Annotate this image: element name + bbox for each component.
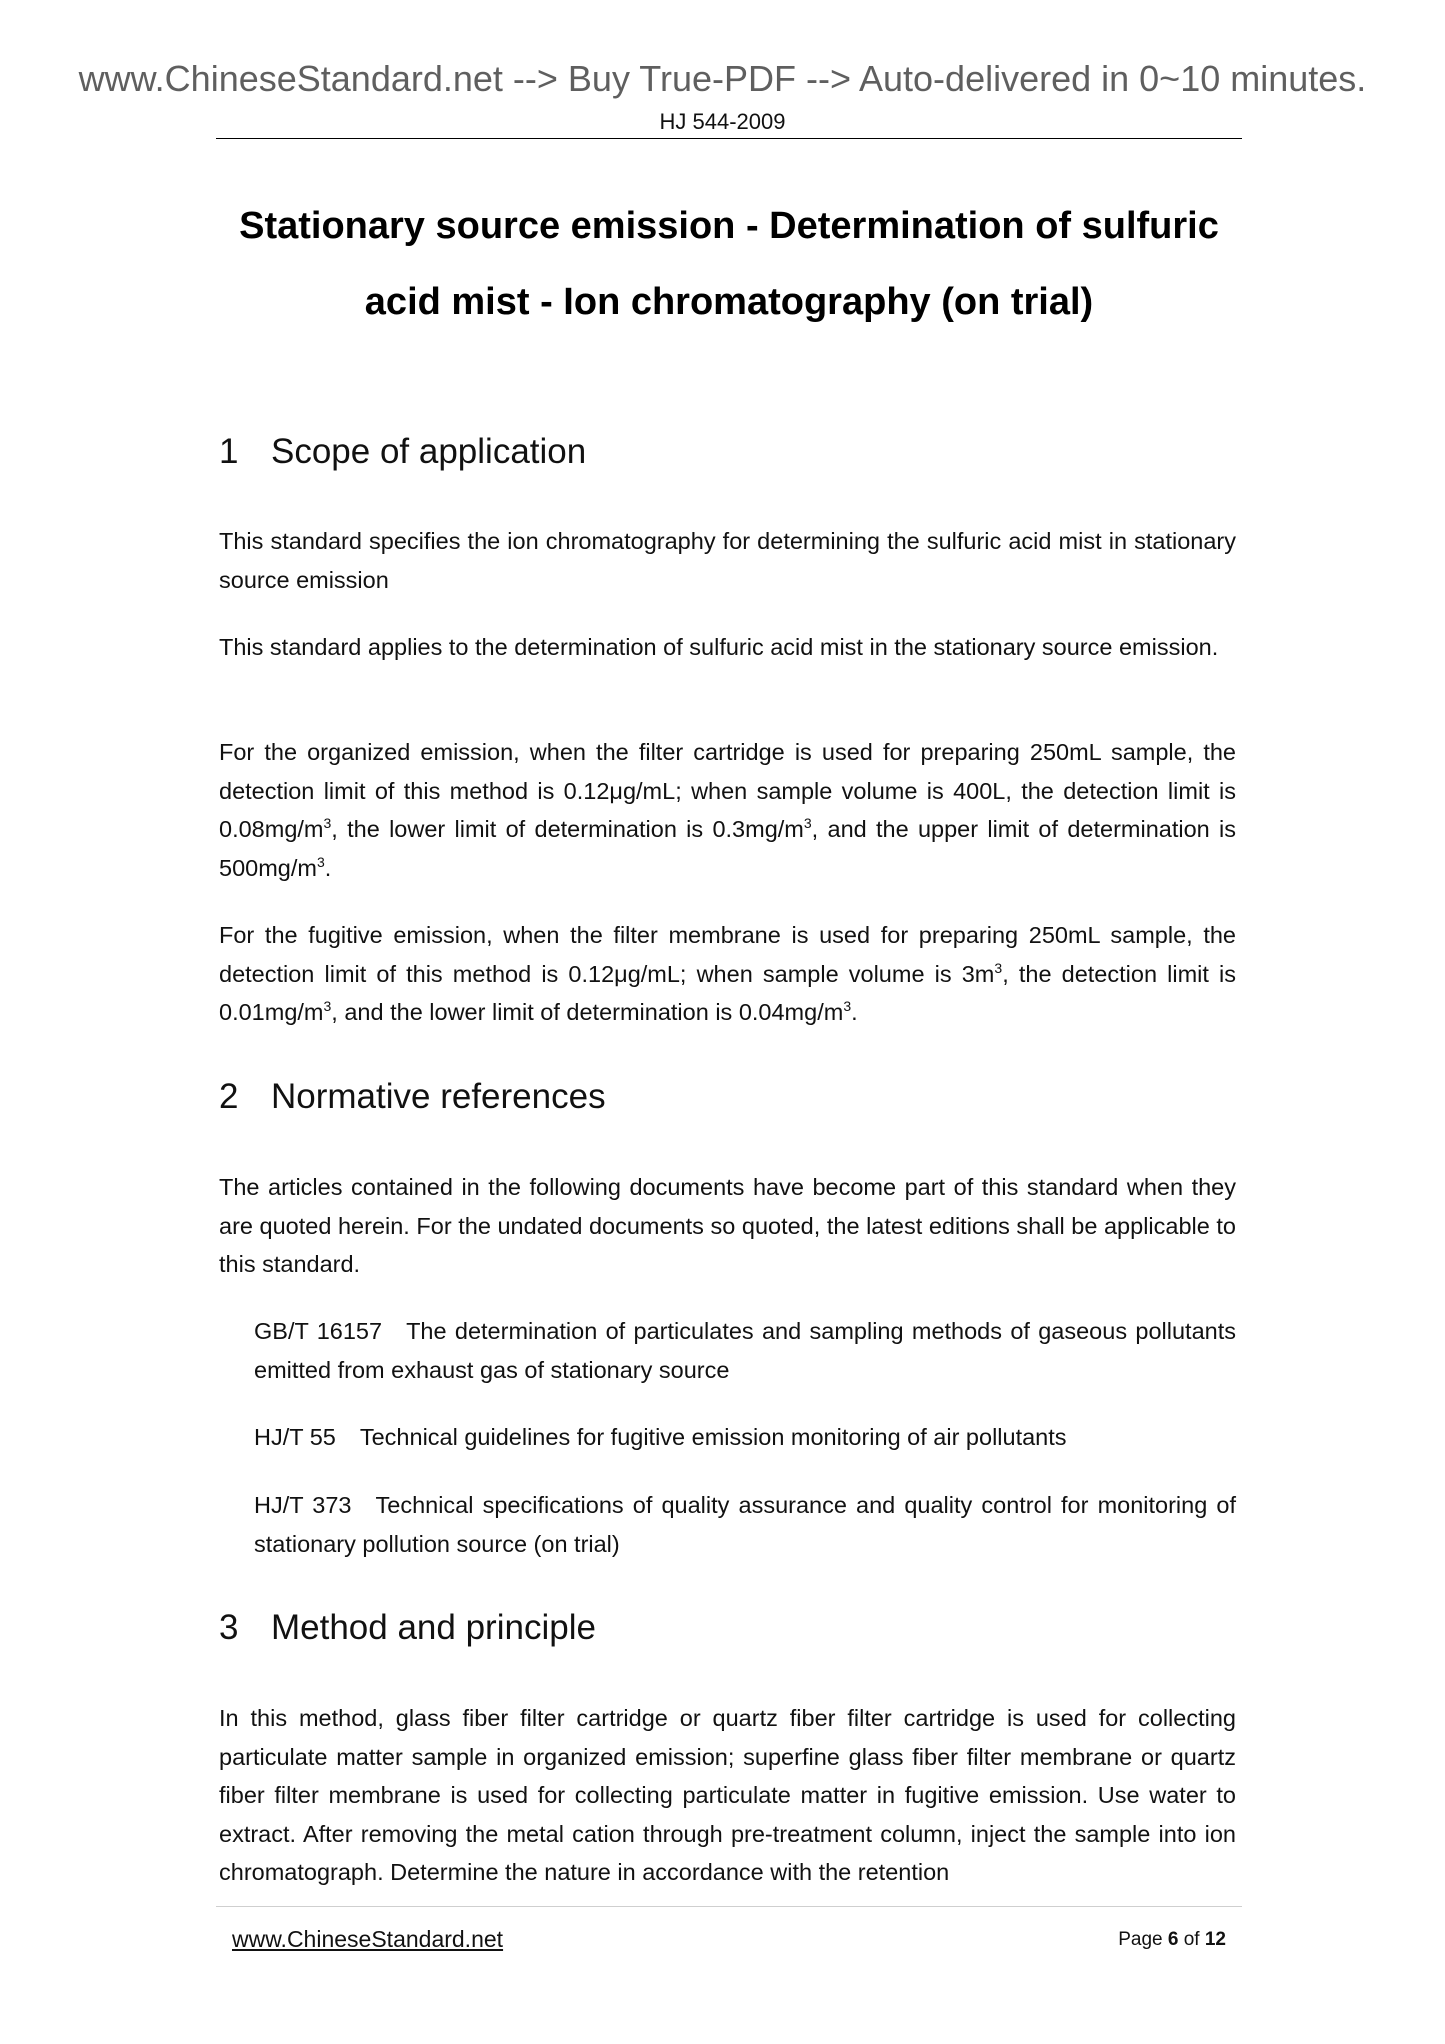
text-run: . [851,999,858,1025]
page-indicator [1118,1927,1226,1953]
reference-title: Technical specifications of quality assurance and quality control for monitoring of stationary pollution source (on trial) [254,1492,1236,1557]
of-word: of [1183,1929,1200,1950]
section-number: 3 [219,1608,239,1647]
superscript: 3 [323,815,332,832]
reference-code: HJ/T 373 [254,1492,352,1518]
section-1-paragraph-4 [219,916,1236,1032]
section-title: Scope of application [271,432,587,471]
section-1-paragraph-1: This standard specifies the ion chromatography for determining the sulfuric acid mist in stationary source emission [219,528,1236,593]
section-3-paragraph-1: In this method, glass fiber filter cartridge or quartz fiber filter cartridge is used for collecting particulate matter sample in organized emission; superfine glass fiber filter membrane or quartz fiber filter membrane is used for collecting particulate matter in fugitive emission. Use water to extract. After removing the metal cation through pre-treatment column, inject the sample into ion chromatograph. Determine the nature in accordance with the retention [219,1705,1236,1885]
text-run: , and the upper limit of determination is 500mg/m [219,816,1236,881]
text-run: . [324,854,332,881]
title-line-2: acid mist - Ion chromatography (on trial) [364,281,1094,323]
text-run: , the lower limit of determination is 0.3mg/m [331,816,804,842]
total-page-count: 12 [1204,1929,1226,1950]
current-page-number: 6 [1167,1929,1179,1950]
header-banner[interactable]: www.ChineseStandard.net --> Buy True-PDF --> Auto-delivered in 0~10 minutes. [78,58,1367,99]
section-3-heading [219,1606,596,1650]
section-1-heading [219,430,586,474]
section-title: Method and principle [271,1608,596,1647]
reference-code: HJ/T 55 [254,1424,336,1450]
reference-title: The determination of particulates and sampling methods of gaseous pollutants emitted from exhaust gas of stationary source [254,1318,1236,1383]
footer-divider [216,1906,1242,1907]
reference-item [254,1486,1236,1563]
superscript: 3 [843,998,852,1015]
superscript: 3 [316,853,325,870]
document-code: HJ 544-2009 [659,109,786,134]
title-line-1: Stationary source emission - Determination of sulfuric [239,205,1219,247]
text-run: , the detection limit is 0.01mg/m [219,960,1236,1025]
reference-item [254,1418,1236,1457]
superscript: 3 [803,815,812,832]
section-number: 1 [219,432,239,471]
section-2-intro: The articles contained in the following documents have become part of this standard when they are quoted herein. For the undated documents so quoted, the latest editions shall be applicable to this standard. [219,1174,1236,1277]
superscript: 3 [994,959,1003,976]
superscript: 3 [323,998,332,1015]
page-word: Page [1118,1929,1163,1950]
reference-code: GB/T 16157 [254,1318,383,1344]
section-1-paragraph-3 [219,733,1236,887]
text-run: , and the lower limit of determination is 0.04mg/m [331,999,844,1025]
reference-item [254,1312,1236,1389]
text-run: For the fugitive emission, when the filter membrane is used for preparing 250mL sample, the detection limit of this method is 0.12μg/mL; when sample volume is 3m [219,922,1236,987]
document-title [216,188,1242,340]
reference-title: Technical guidelines for fugitive emission monitoring of air pollutants [359,1424,1067,1450]
section-number: 2 [219,1077,239,1116]
header-divider [216,138,1242,139]
section-title: Normative references [271,1077,606,1116]
section-2-heading [219,1075,606,1119]
text-run: For the organized emission, when the filter cartridge is used for preparing 250mL sample, the detection limit of this method is 0.12μg/mL; when sample volume is 400L, the detection limit is 0.08mg/m [219,739,1236,842]
footer-site-link[interactable]: www.ChineseStandard.net [232,1926,504,1952]
section-1-paragraph-2: This standard applies to the determination of sulfuric acid mist in the stationary source emission. [219,634,1219,660]
